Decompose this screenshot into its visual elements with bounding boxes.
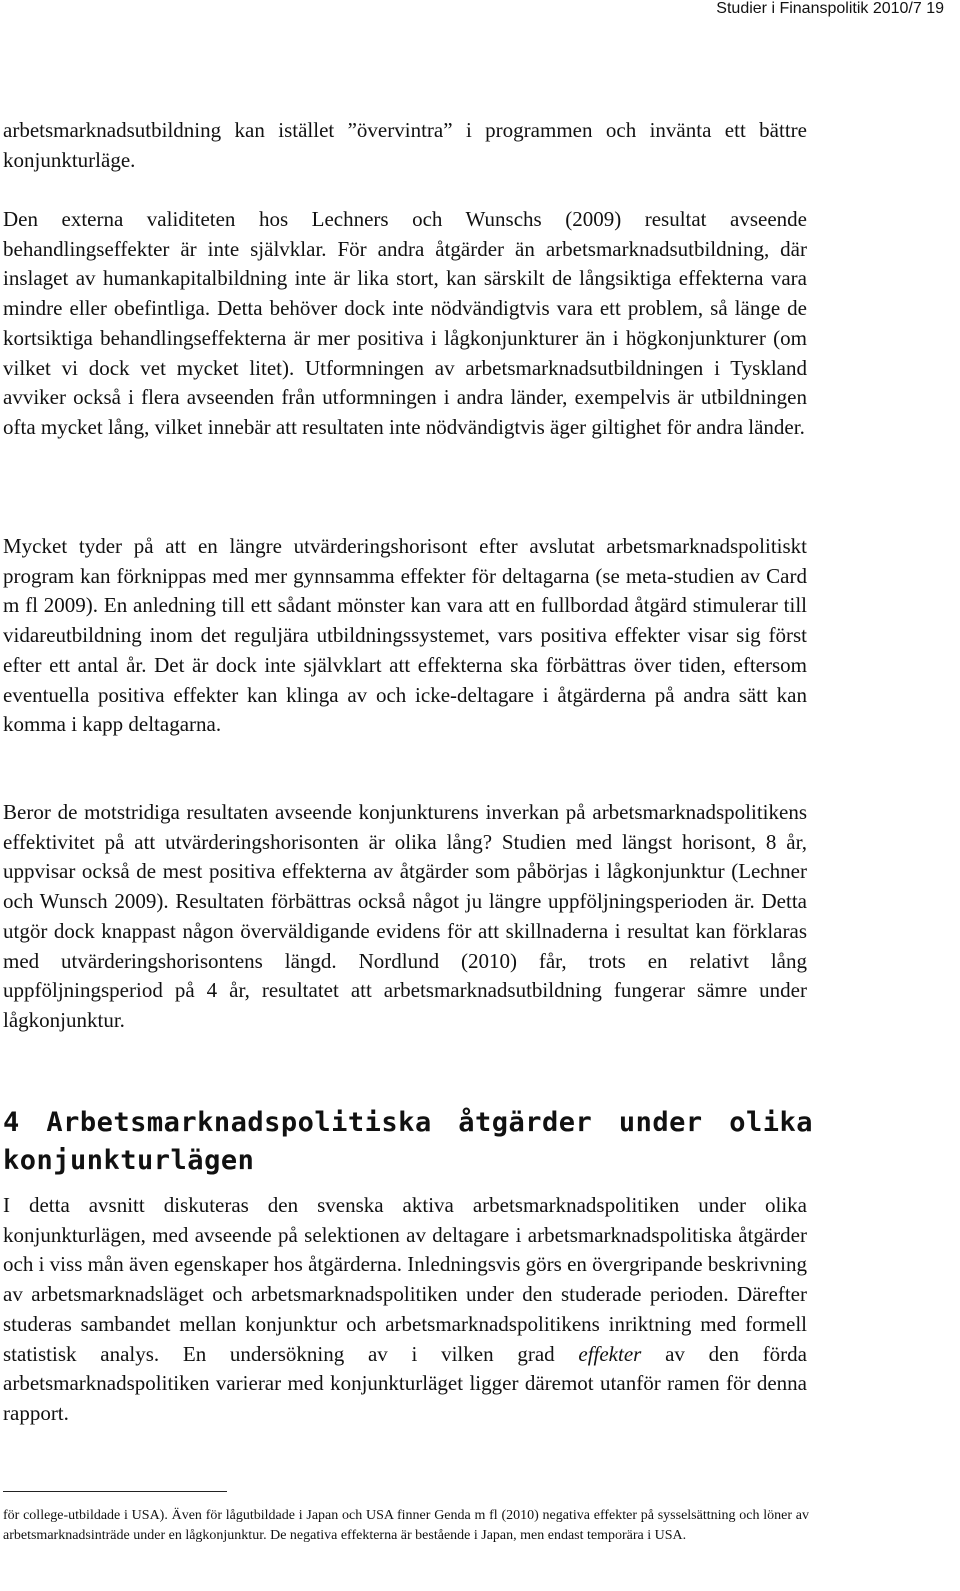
- paragraph-conflicting-results: Beror de motstridiga resultaten avseende konjunkturens inverkan på arbetsmarknadspolitikens effektivitet på att utvärderingshorisonten är olika lång? Studien med längst horisont, 8 år, uppvisar också de mest positiva effekterna av åtgärder som påbörjas i lågkonjunktur (Lechner och Wunsch 2009). Resultaten förbättras också något ju längre uppföljningsperioden är. Detta utgör dock knappast någon överväldigande evidens för att skillnaderna i resultat kan förklaras med utvärderingshorisontens längd. Nordlund (2010) får, trots en relativt lång uppföljningsperiod på 4 år, resultatet att arbetsmarknadsutbildning fungerar sämre under lågkonjunktur.: [3, 800, 807, 1032]
- footnote-separator: [3, 1491, 227, 1492]
- section-body-text-1: I detta avsnitt diskuteras den svenska aktiva arbetsmarknadspolitiken under olika konjunkturlägen, med avseende på selektionen av deltagare i arbetsmarknadspolitiska åtgärder och i viss mån även egenskaper hos åtgärderna. Inledningsvis görs en övergripande beskrivning av arbetsmarknadsläget och arbetsmarknadspolitiken under den studerade perioden. Därefter studeras sambandet mellan konjunktur och arbetsmarknadspolitikens inriktning med formell statistisk analys. En undersökning av i vilken grad: [3, 1193, 807, 1366]
- paragraph-evaluation-horizon: Mycket tyder på att en längre utvärderingshorisont efter avslutat arbetsmarknadspolitiskt program kan förknippas med mer gynnsamma effekter för deltagarna (se meta-studien av Card m fl 2009). En anledning till ett sådant mönster kan vara att en fullbordad åtgärd stimulerar till vidareutbildning inom det reguljära utbildningssystemet, vars positiva effekter visar sig först efter ett antal år. Det är dock inte självklart att effekterna ska förbättras över tiden, eftersom eventuella positiva effekter kan klinga av och icke-deltagare i åtgärderna på andra sätt kan komma i kapp deltagarna.: [3, 534, 807, 737]
- running-header: Studier i Finanspolitik 2010/7 19: [716, 0, 944, 17]
- paragraph-continuation: arbetsmarknadsutbildning kan istället ”övervintra” i programmen och invänta ett bättre konjunkturläge.: [3, 118, 807, 172]
- section-body: [3, 1191, 807, 1429]
- section-body-text-2: av den förda arbetsmarknadspolitiken varierar med konjunkturläget ligger däremot utanför ramen för denna rapport.: [3, 1341, 807, 1425]
- paragraph-external-validity: Den externa validiteten hos Lechners och Wunschs (2009) resultat avseende behandlingseffekter är inte självklar. För andra åtgärder än arbetsmarknadsutbildning, där inslaget av humankapitalbildning inte är lika stort, kan särskilt de långsiktiga effekterna vara mindre eller obefintliga. Detta behöver dock inte nödvändigtvis vara ett problem, så länge de kortsiktiga behandlingseffekterna är mer positiva i lågkonjunkturer än i högkonjunkturer (om vilket vi dock vet mycket litet). Utformningen av arbetsmarknadsutbildningen i Tyskland avviker också i flera avseenden från utformningen i andra länder, exempelvis är utbildningen ofta mycket lång, vilket innebär att resultaten inte nödvändigtvis äger giltighet för andra länder.: [3, 207, 807, 439]
- section-body-emphasis: effekter: [578, 1341, 642, 1366]
- footnote: för college-utbildade i USA). Även för lågutbildade i Japan och USA finner Genda m fl (2010) negativa effekter på sysselsättning och löner av arbetsmarknadsinträde under en lågkonjunktur. De negativa effekterna är bestående i Japan, men endast temporära i USA.: [3, 1508, 809, 1543]
- section-heading: 4 Arbetsmarknadspolitiska åtgärder under olika konjunkturlägen: [3, 1107, 813, 1176]
